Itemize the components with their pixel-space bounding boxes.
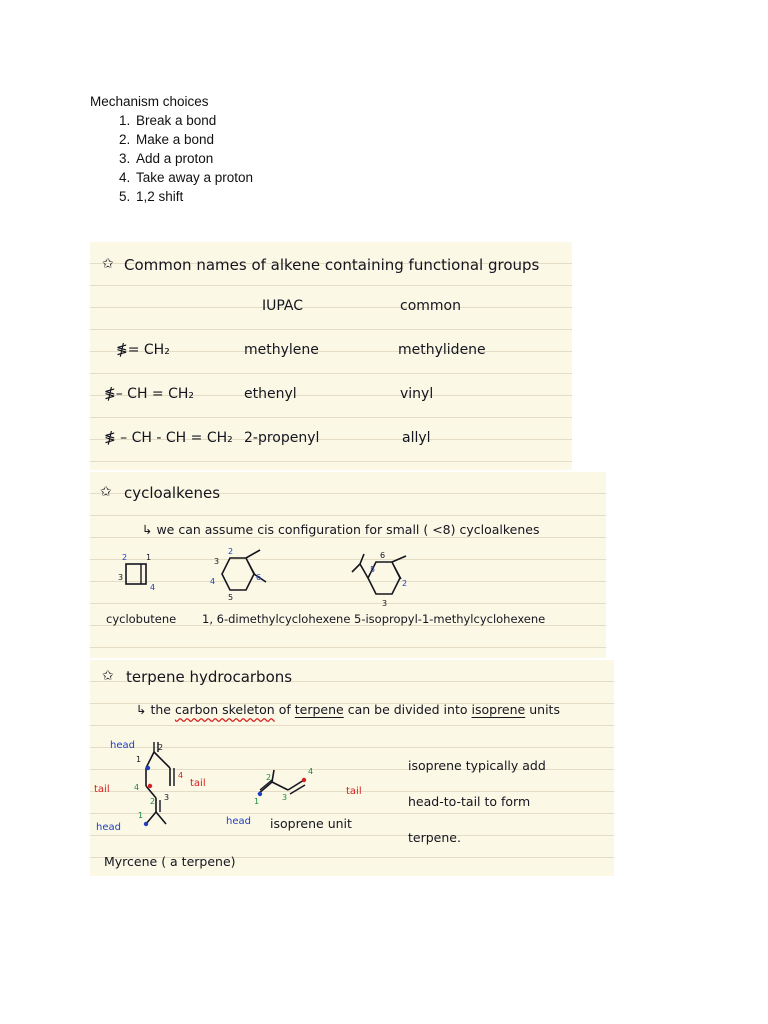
common-cell: methylidene	[398, 342, 486, 358]
tail-label: tail	[94, 784, 110, 795]
svg-text:4: 4	[150, 583, 156, 592]
structure-name: 5-isopropyl-1-methylcyclohexene	[354, 612, 546, 626]
tail-label: tail	[190, 778, 206, 789]
svg-text:1: 1	[254, 797, 260, 806]
alkene-names-note	[90, 242, 572, 470]
list-item: 2. Make a bond	[134, 130, 253, 149]
list-item: 4. Take away a proton	[134, 168, 253, 187]
note-of: of	[278, 702, 291, 717]
column-header-iupac: IUPAC	[262, 298, 304, 314]
svg-text:2: 2	[266, 773, 272, 782]
svg-text:3: 3	[282, 793, 288, 802]
note-text: ↳ we can assume cis configuration for small ( <8) cycloalkenes	[142, 522, 540, 537]
svg-text:4: 4	[210, 577, 216, 586]
svg-text:6: 6	[380, 551, 386, 560]
svg-text:2: 2	[228, 547, 234, 556]
svg-text:1: 1	[146, 553, 152, 562]
star-icon: ✩	[102, 256, 114, 272]
note-title: cycloalkenes	[124, 484, 221, 502]
head-label: head	[110, 740, 135, 751]
head-label: head	[226, 816, 251, 827]
note-units: units	[529, 702, 560, 717]
formula-cell: ≸– CH = CH₂	[104, 386, 195, 402]
common-cell: vinyl	[400, 386, 434, 402]
svg-text:3: 3	[382, 599, 388, 608]
svg-text:4: 4	[134, 783, 140, 792]
formula-cell: ≸ – CH - CH = CH₂	[104, 430, 233, 446]
dimethylcyclohexene-structure	[208, 547, 278, 608]
mechanism-list	[90, 111, 253, 206]
svg-text:2: 2	[150, 797, 156, 806]
note-prefix: ↳ the	[136, 702, 171, 717]
svg-text:3: 3	[118, 573, 124, 582]
structure-name: cyclobutene	[106, 612, 177, 626]
terpene-term: terpene	[294, 702, 344, 717]
iupac-cell: methylene	[244, 342, 319, 358]
svg-text:1: 1	[138, 811, 144, 820]
svg-text:5: 5	[228, 593, 234, 602]
list-title: Mechanism choices	[90, 94, 209, 109]
carbon-skeleton-term: carbon skeleton	[174, 702, 275, 717]
note-title: terpene hydrocarbons	[126, 668, 293, 686]
iupac-cell: ethenyl	[244, 386, 297, 402]
terpene-note	[90, 660, 614, 876]
list-item: 5. 1,2 shift	[134, 187, 253, 206]
svg-text:3: 3	[164, 793, 170, 802]
svg-text:2: 2	[402, 579, 408, 588]
column-header-common: common	[400, 298, 461, 314]
isoprene-structure	[254, 768, 324, 808]
svg-text:6: 6	[256, 573, 262, 582]
explanation-line: isoprene typically add	[408, 758, 546, 773]
cyclobutene-structure	[116, 553, 166, 596]
explanation-line: head-to-tail to form	[408, 794, 531, 809]
common-cell: allyl	[402, 430, 431, 446]
isoprene-unit-label: isoprene unit	[270, 816, 352, 831]
svg-text:2: 2	[158, 743, 164, 752]
star-icon: ✩	[102, 668, 114, 684]
list-item: 1. Break a bond	[134, 111, 253, 130]
structure-name: 1, 6-dimethylcyclohexene	[202, 612, 351, 626]
iupac-cell: 2-propenyl	[244, 430, 320, 446]
mechanism-choices	[90, 92, 253, 206]
myrcene-label: Myrcene ( a terpene)	[104, 854, 236, 869]
note-mid: can be divided into	[347, 702, 468, 717]
star-icon: ✩	[100, 484, 112, 500]
svg-text:5: 5	[370, 565, 376, 574]
svg-text:3: 3	[214, 557, 220, 566]
tail-label: tail	[346, 786, 362, 797]
formula-cell: ≸= CH₂	[116, 342, 170, 358]
list-item: 3. Add a proton	[134, 149, 253, 168]
head-label: head	[96, 822, 121, 833]
svg-text:1: 1	[136, 755, 142, 764]
note-title: Common names of alkene containing functional groups	[124, 256, 540, 274]
svg-text:4: 4	[308, 767, 314, 776]
svg-text:2: 2	[122, 553, 128, 562]
svg-text:4: 4	[178, 771, 184, 780]
cycloalkenes-note	[90, 472, 606, 658]
note-text	[136, 702, 560, 717]
isopropyl-methylcyclohexene-structure	[352, 551, 432, 610]
isoprene-term: isoprene	[471, 702, 526, 717]
explanation-line: terpene.	[408, 830, 461, 845]
